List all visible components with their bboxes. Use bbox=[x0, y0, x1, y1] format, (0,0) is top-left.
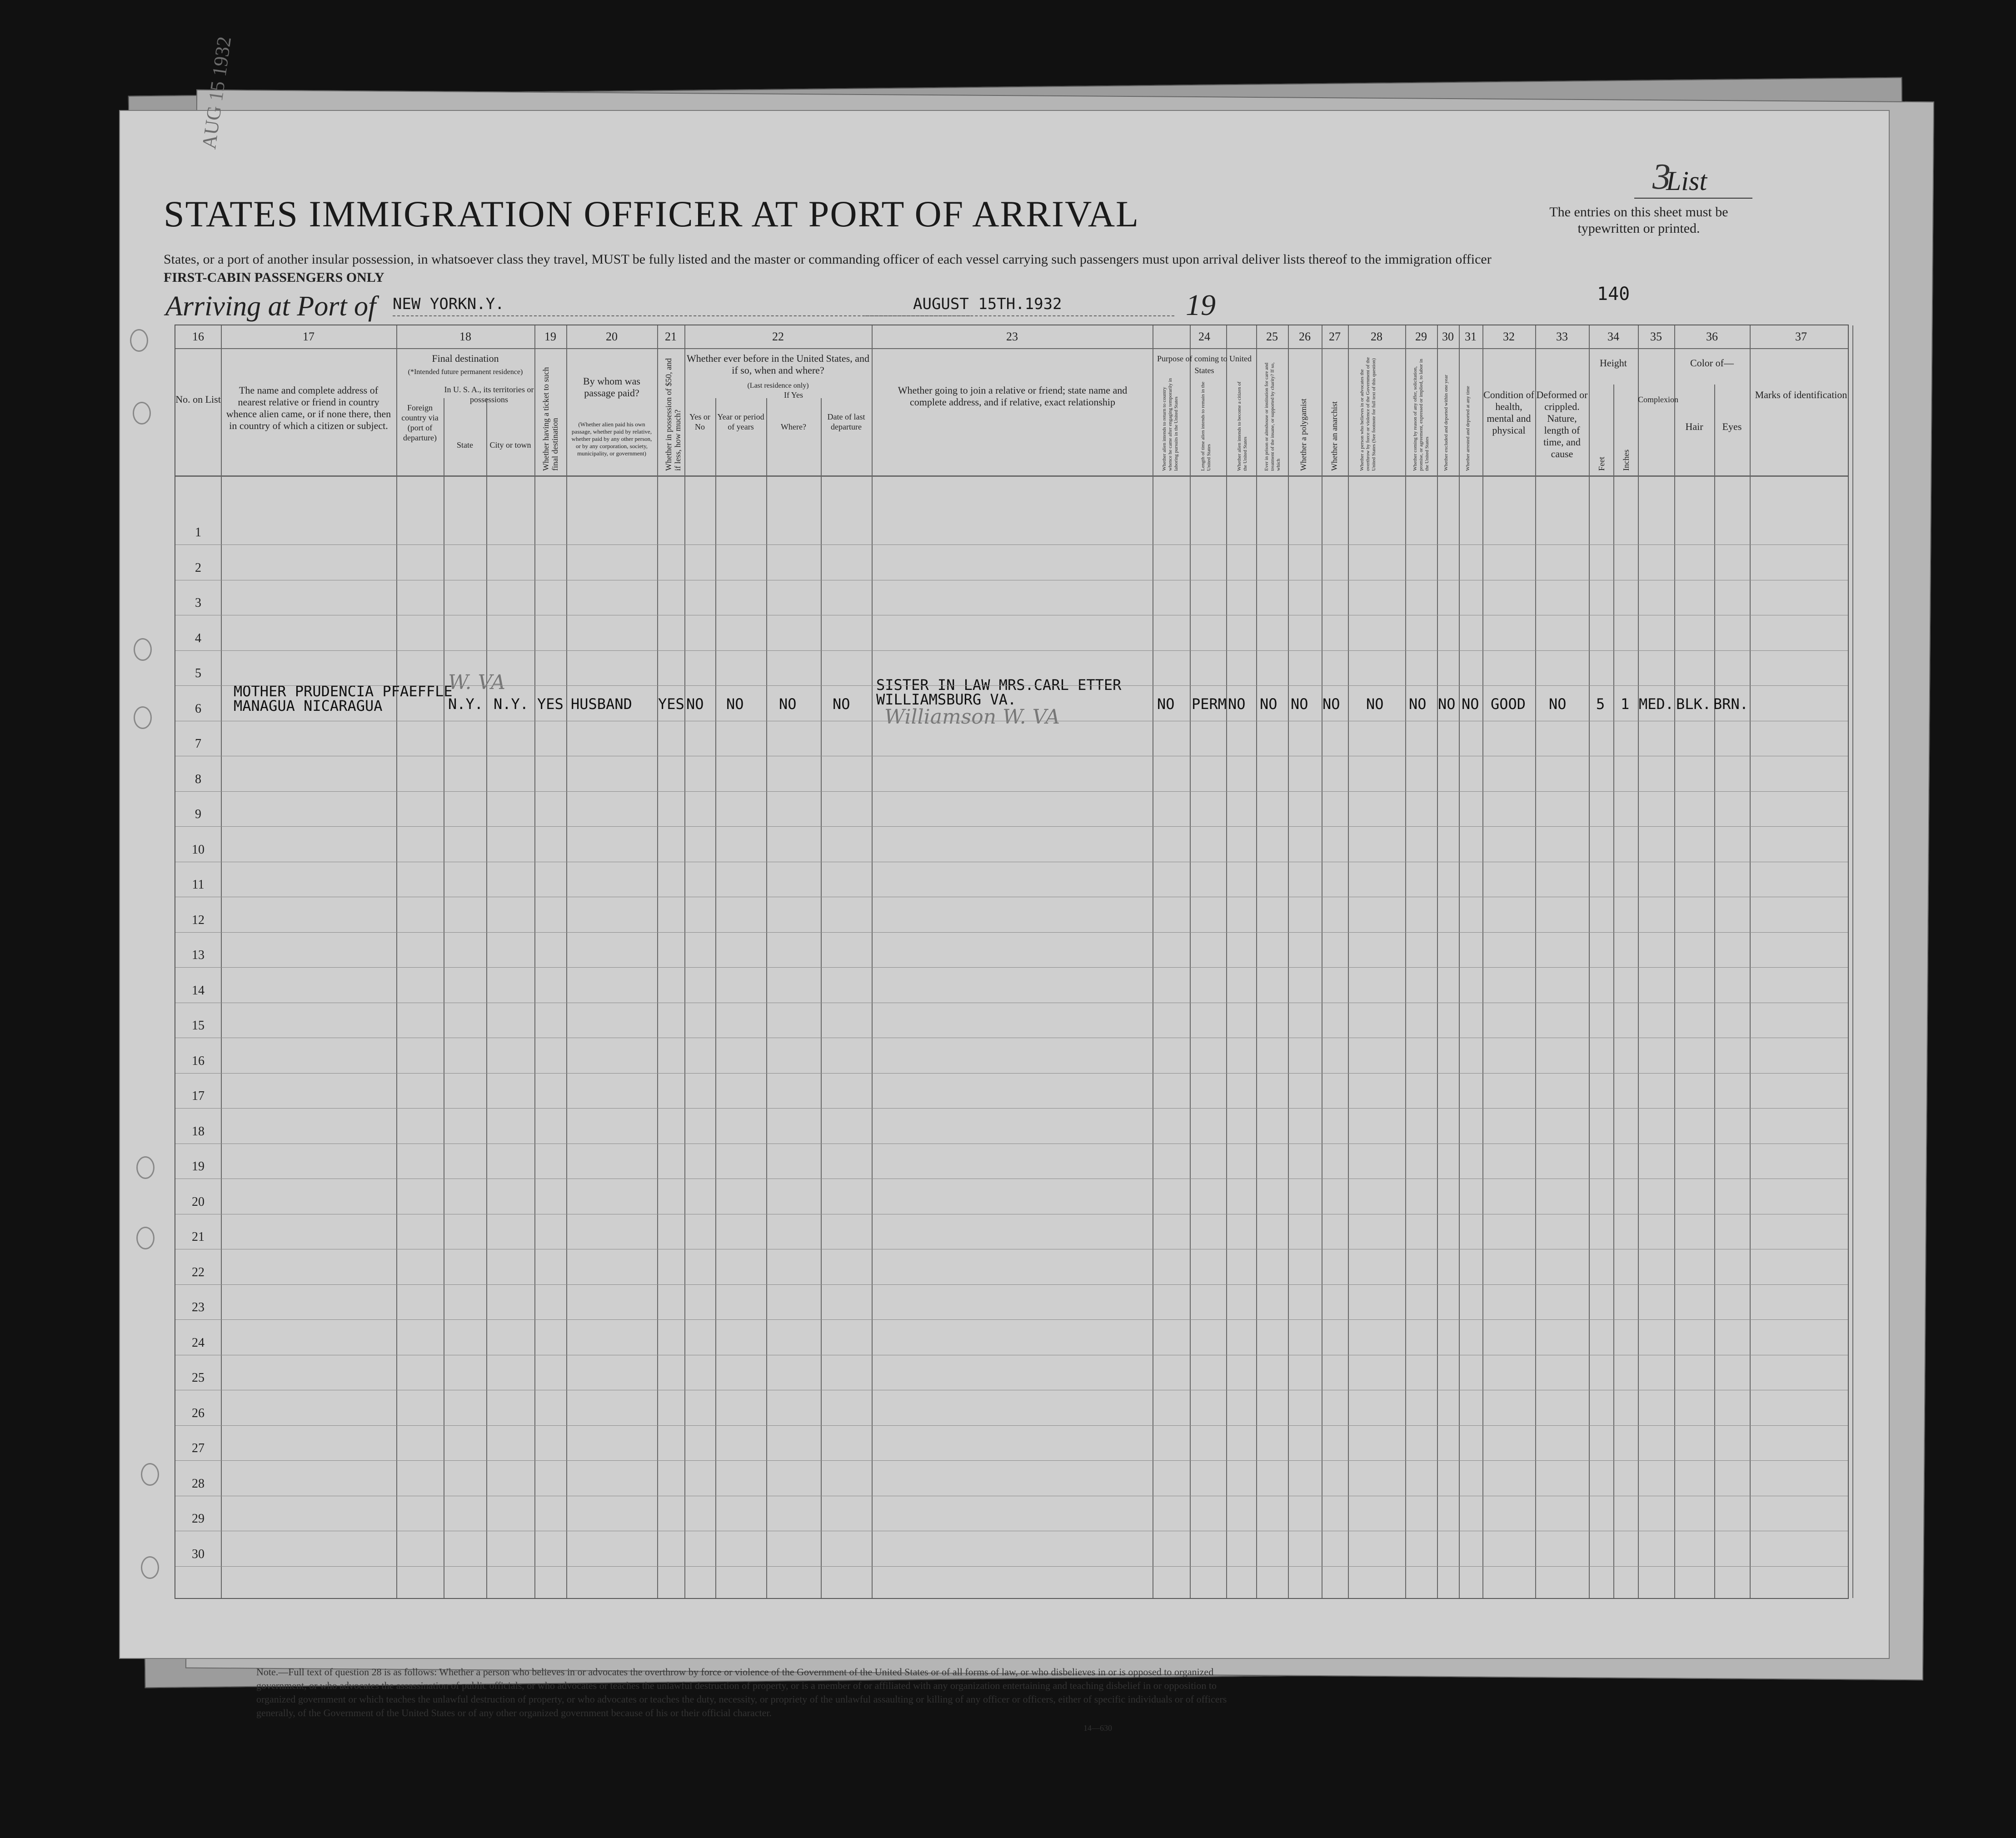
hdr-length-of-time: Length of time alien intends to remain in the United States bbox=[1200, 381, 1212, 471]
hdr-relative: The name and complete address of nearest relative or friend in country whence alien came, or if none there, then in country of which a citizen or subject. bbox=[226, 385, 391, 431]
row-number: 30 bbox=[192, 1547, 205, 1561]
hdr-complexion: Complexion bbox=[1638, 395, 1678, 404]
row-number: 13 bbox=[192, 948, 205, 962]
hdr-inches: Inches bbox=[1622, 450, 1631, 471]
entry-state: N.Y. bbox=[448, 695, 484, 713]
col-num-22: 22 bbox=[772, 330, 784, 343]
hdr-height: Height bbox=[1600, 357, 1627, 369]
hdr-in-usa: In U. S. A., its territories or possessions bbox=[444, 385, 534, 404]
hdr-prison: Ever in prison or almshouse or institution for care and treatment of the insane, or supported by charity? If so, which bbox=[1264, 362, 1281, 471]
hdr-city: City or town bbox=[489, 440, 531, 450]
hdr-where: Where? bbox=[781, 422, 806, 431]
entry-city: N.Y. bbox=[494, 695, 529, 713]
row-number: 12 bbox=[192, 913, 205, 927]
col-num-28: 28 bbox=[1371, 330, 1382, 343]
row-number: 11 bbox=[192, 878, 205, 892]
header-bottom-rule bbox=[175, 475, 1848, 477]
col-num-32: 32 bbox=[1503, 330, 1515, 343]
col-num-16: 16 bbox=[192, 330, 204, 343]
hdr-ever-before: Whether ever before in the United States, and if so, when and where? bbox=[687, 353, 869, 376]
entry-state-handwritten: W. VA bbox=[448, 671, 506, 694]
port-value: NEW YORKN.Y. bbox=[393, 295, 504, 313]
entry-relative-line2: MANAGUA NICARAGUA bbox=[234, 697, 383, 714]
col-num-21: 21 bbox=[665, 330, 677, 343]
hdr-arrested: Whether arrested and deported at any time bbox=[1465, 386, 1471, 471]
col-num-37: 37 bbox=[1795, 330, 1807, 343]
hdr-intends-return: Whether alien intends to return to country whence he came after engaging temporarily in laboring pursuits in the United States bbox=[1162, 378, 1179, 471]
row-number: 4 bbox=[195, 631, 201, 645]
header-rule bbox=[175, 348, 1848, 349]
punch-hole bbox=[134, 638, 152, 661]
entry-join-line1: SISTER IN LAW MRS.CARL ETTER bbox=[876, 676, 1122, 694]
punch-hole bbox=[136, 1227, 155, 1249]
class-line: FIRST-CABIN PASSENGERS ONLY bbox=[164, 270, 384, 285]
hdr-passage-paid-sub: (Whether alien paid his own passage, whether paid by relative, whether paid by any other person, or by any corporation, society, municipality, or government) bbox=[571, 421, 652, 457]
date-line bbox=[865, 315, 1174, 316]
entry-overthrow: NO bbox=[1366, 695, 1384, 713]
entry-health: GOOD bbox=[1491, 695, 1526, 713]
row-number: 29 bbox=[192, 1512, 205, 1526]
row-line bbox=[175, 1566, 1848, 1567]
row-number: 28 bbox=[192, 1476, 205, 1491]
row-number: 24 bbox=[192, 1335, 205, 1350]
hdr-final-destination-sub: (*Intended future permanent residence) bbox=[408, 368, 523, 376]
row-number: 6 bbox=[195, 701, 201, 716]
col-num-35: 35 bbox=[1650, 330, 1662, 343]
entry-ever-before: NO bbox=[686, 695, 704, 713]
hdr-anarchist: Whether an anarchist bbox=[1330, 401, 1339, 471]
punch-hole bbox=[136, 1156, 155, 1179]
hdr-purpose: Purpose of coming to United States bbox=[1157, 354, 1252, 375]
hdr-no-on-list: No. on List bbox=[175, 394, 221, 405]
row-number: 19 bbox=[192, 1159, 205, 1174]
hdr-deformed: Deformed or crippled. Nature, length of time, and cause bbox=[1536, 389, 1588, 460]
hdr-condition: Condition of health, mental and physical bbox=[1483, 389, 1534, 436]
sheet-note: The entries on this sheet must be typewritten or printed. bbox=[1549, 205, 1728, 236]
hdr-feet: Feet bbox=[1597, 457, 1606, 471]
punch-hole bbox=[133, 402, 151, 425]
entry-length: PERM bbox=[1192, 695, 1227, 713]
col-num-29: 29 bbox=[1415, 330, 1427, 343]
entry-anarchist: NO bbox=[1322, 695, 1340, 713]
row-number: 22 bbox=[192, 1265, 205, 1279]
row-line bbox=[175, 1425, 1848, 1426]
row-number: 9 bbox=[195, 807, 201, 821]
intro-text: States, or a port of another insular possession, in whatsoever class they travel, MUST be fully listed and the master or commanding officer of each vessel carrying such passengers must upon arrival deliver lists thereof to the immigration officer bbox=[164, 252, 1492, 267]
row-number: 23 bbox=[192, 1300, 205, 1314]
row-line bbox=[175, 1460, 1848, 1461]
entry-deported: NO bbox=[1462, 695, 1479, 713]
col-num-30: 30 bbox=[1442, 330, 1454, 343]
hdr-hair: Hair bbox=[1685, 421, 1703, 432]
hdr-overthrow: Whether a person who believes in or advocates the overthrow by force or violence of the Government of the United States (See footnote for full text of this question) bbox=[1359, 357, 1377, 471]
row-line bbox=[175, 685, 1848, 686]
row-number: 17 bbox=[192, 1089, 205, 1103]
entry-complexion: MED. bbox=[1639, 695, 1674, 713]
hdr-foreign-country: Foreign country via (port of departure) bbox=[401, 403, 439, 442]
entry-citizen: NO bbox=[1228, 695, 1246, 713]
row-line bbox=[175, 932, 1848, 933]
col-num-31: 31 bbox=[1465, 330, 1477, 343]
entry-polygamist: NO bbox=[1291, 695, 1308, 713]
hdr-passage-paid: By whom was passage paid? bbox=[583, 375, 640, 399]
col-num-25: 25 bbox=[1266, 330, 1278, 343]
ref-number: 140 bbox=[1597, 284, 1630, 305]
entry-deformed: NO bbox=[1549, 695, 1567, 713]
row-line bbox=[175, 1073, 1848, 1074]
entry-eyes: BRN. bbox=[1713, 695, 1749, 713]
hdr-color-of: Color of— bbox=[1690, 357, 1734, 369]
col-num-36: 36 bbox=[1706, 330, 1718, 343]
entry-hair: BLK. bbox=[1676, 695, 1712, 713]
col-num-33: 33 bbox=[1556, 330, 1568, 343]
col-num-34: 34 bbox=[1607, 330, 1619, 343]
entry-excluded: NO bbox=[1438, 695, 1456, 713]
entry-return: NO bbox=[1157, 695, 1175, 713]
row-number: 7 bbox=[195, 737, 201, 751]
hdr-if-yes: If Yes bbox=[783, 390, 803, 400]
col-num-17: 17 bbox=[303, 330, 314, 343]
row-number: 10 bbox=[192, 842, 205, 857]
col-num-18: 18 bbox=[459, 330, 471, 343]
hdr-ticket: Whether having a ticket to such final destination bbox=[541, 367, 559, 471]
row-line bbox=[175, 967, 1848, 968]
punch-hole bbox=[141, 1556, 159, 1579]
entry-where: NO bbox=[779, 695, 797, 713]
hdr-excluded: Whether excluded and deported within one year bbox=[1443, 375, 1449, 471]
hdr-marks: Marks of identification bbox=[1755, 389, 1847, 400]
row-number: 18 bbox=[192, 1124, 205, 1139]
row-number: 15 bbox=[192, 1019, 205, 1033]
entry-offer: NO bbox=[1409, 695, 1427, 713]
entry-year: NO bbox=[726, 695, 744, 713]
hdr-eyes: Eyes bbox=[1722, 421, 1742, 432]
punch-hole bbox=[130, 329, 148, 352]
row-number: 1 bbox=[195, 525, 201, 539]
row-number: 5 bbox=[195, 666, 201, 680]
manifest-table bbox=[175, 325, 1849, 1599]
row-line bbox=[175, 1284, 1848, 1285]
row-number: 20 bbox=[192, 1194, 205, 1209]
row-number: 26 bbox=[192, 1406, 205, 1420]
date-stamp: AUG 15 1932 bbox=[197, 35, 236, 150]
row-line bbox=[175, 1319, 1848, 1320]
hdr-money: Whether in possession of $50, and if less, how much? bbox=[664, 358, 682, 471]
year-prefix: 19 bbox=[1186, 289, 1216, 322]
row-number: 25 bbox=[192, 1371, 205, 1385]
footnote: Note.—Full text of question 28 is as follows: Whether a person who believes in or advocates the overthrow by force or violence of the Government of the United States or of all forms of law, or who disbelieves in or is opposed to organized government, or who advocates the assassination of public officials, or who advocates or teaches the unlawful destruction of property, or is a member of or affiliated with any organization entertaining and teaching disbelief in or opposition to organized government or which teaches the unlawful destruction of property, or who advocates or teaches the duty, necessity, or propriety of the unlawful assaulting or killing of any officer or officers, either of specific individuals or of officers generally, of the Government of the United States or of any other organized government because of his or their official character. bbox=[256, 1666, 1227, 1718]
row-number: 14 bbox=[192, 983, 205, 998]
col-num-19: 19 bbox=[544, 330, 556, 343]
punch-hole bbox=[141, 1463, 159, 1486]
row-line bbox=[175, 826, 1848, 827]
punch-hole bbox=[134, 706, 152, 729]
row-number: 2 bbox=[195, 560, 201, 575]
list-label: List bbox=[1666, 166, 1707, 196]
row-line bbox=[175, 544, 1848, 545]
hdr-year: Year or period of years bbox=[717, 412, 764, 431]
entry-ticket: YES bbox=[537, 695, 564, 713]
hdr-polygamist: Whether a polygamist bbox=[1299, 399, 1308, 471]
col-num-24: 24 bbox=[1198, 330, 1210, 343]
entry-date-departure: NO bbox=[833, 695, 850, 713]
entry-join-handwritten: Williamson W. VA bbox=[884, 705, 1060, 729]
entry-join-line2: WILLIAMSBURG VA. bbox=[876, 691, 1017, 708]
hdr-become-citizen: Whether alien intends to become a citizen of the United States bbox=[1237, 381, 1248, 471]
entry-relative-line1: MOTHER PRUDENCIA PFAEFFLE bbox=[234, 683, 453, 700]
hdr-going-to-join: Whether going to join a relative or friend; state name and complete address, and if relative, exact relationship bbox=[898, 385, 1128, 408]
date-value: AUGUST 15TH.1932 bbox=[913, 295, 1062, 313]
hdr-date-departure: Date of last departure bbox=[827, 412, 865, 431]
row-line bbox=[175, 791, 1848, 792]
list-number: 3 bbox=[1634, 156, 1752, 199]
row-number: 3 bbox=[195, 596, 201, 610]
row-line bbox=[175, 650, 1848, 651]
col-num-26: 26 bbox=[1299, 330, 1311, 343]
row-number: 21 bbox=[192, 1230, 205, 1244]
hdr-state: State bbox=[457, 440, 473, 450]
manifest-sheet bbox=[119, 35, 1890, 1733]
row-number: 8 bbox=[195, 772, 201, 786]
entry-money: YES bbox=[658, 695, 684, 713]
entry-prison: NO bbox=[1260, 695, 1277, 713]
row-number: 16 bbox=[192, 1054, 205, 1068]
col-num-27: 27 bbox=[1329, 330, 1341, 343]
hdr-last-residence: (Last residence only) bbox=[747, 382, 809, 390]
row-line bbox=[175, 1108, 1848, 1109]
page-title: STATES IMMIGRATION OFFICER AT PORT OF ARRIVAL bbox=[164, 193, 1140, 235]
hdr-final-destination: Final destination bbox=[432, 353, 499, 364]
entry-inches: 1 bbox=[1621, 695, 1630, 713]
col-num-20: 20 bbox=[606, 330, 618, 343]
arriving-label: Arriving at Port of bbox=[165, 291, 376, 322]
hdr-offer: Whether coming by reason of any offer, solicitation, promise, or agreement, expressed or implied, to labor in the United States bbox=[1412, 359, 1430, 471]
entry-feet: 5 bbox=[1596, 695, 1605, 713]
row-number: 27 bbox=[192, 1441, 205, 1455]
hdr-yes-no: Yes or No bbox=[689, 412, 710, 431]
col-num-23: 23 bbox=[1006, 330, 1018, 343]
form-number: 14—630 bbox=[1083, 1723, 1112, 1733]
entry-paid-by: HUSBAND bbox=[571, 695, 632, 713]
